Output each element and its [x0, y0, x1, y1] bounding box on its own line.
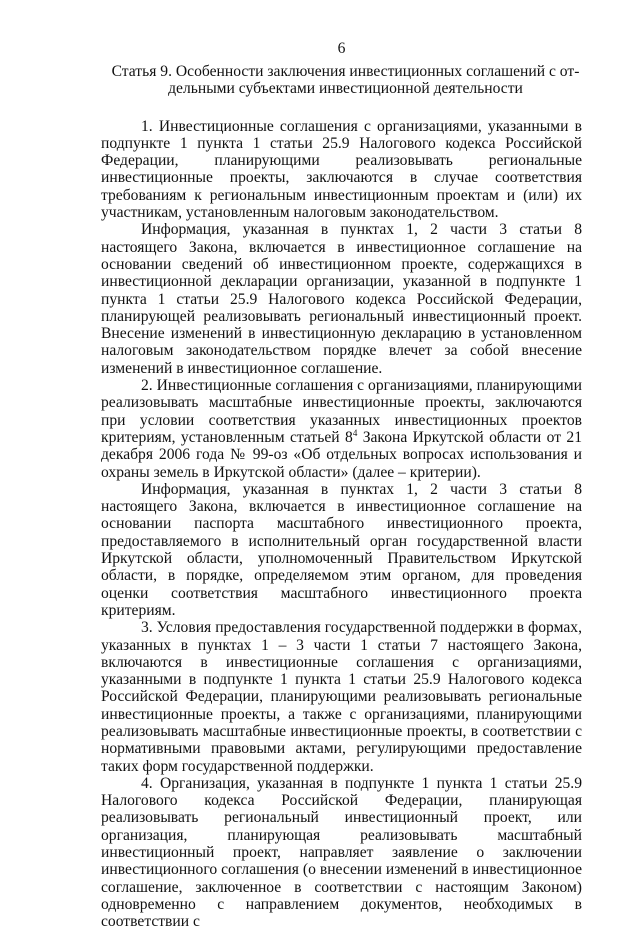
article-title-line-2: дельными субъектами инвестиционной деятельности — [168, 80, 523, 98]
page-number: 6 — [337, 40, 346, 57]
paragraph-2-text: 2. Инвестиционные соглашения с организациями, планирующими реализовывать масштабные инвестиционные проекты, заключаются при условии соответствия указанных инвестиционных проектов критериям, установленным статьей 8 — [101, 377, 582, 446]
paragraph-1: 1. Инвестиционные соглашения с организациями, указанными в подпункте 1 пункта 1 статьи 25.9 Налогового кодекса Российской Федерации, планирующими реализовывать региональные инвестиционные проекты, заключаются в случае соответствия требованиям к региональным инвестиционным проектам и (или) их участникам, установленным налоговым законодательством. — [101, 117, 582, 222]
paragraph-3: 3. Условия предоставления государственной поддержки в формах, указанных в пунктах 1 – 3 части 1 статьи 7 настоящего Закона, включаются в инвестиционные соглашения с организациями, указанными в подпункте 1 пункта 1 статьи 25.9 Налогового кодекса Российской Федерации, планирующими реализовывать региональные инвестиционные проекты, а также с организациями, планирующими реализовывать масштабные инвестиционные проекты, в соответствии с нормативными правовыми актами, регулирующими предоставление таких форм государственной поддержки. — [101, 619, 582, 775]
article-title-line-1: Статья 9. Особенности заключения инвестиционных соглашений с от- — [111, 63, 580, 80]
article-body — [101, 118, 582, 931]
paragraph-1-info: Информация, указанная в пунктах 1, 2 части 3 статьи 8 настоящего Закона, включается в инвестиционное соглашение на основании сведений об инвестиционном проекте, содержащихся в инвестиционной декларации организации, указанной в подпункте 1 пункта 1 статьи 25.9 Налогового кодекса Российской Федерации, планирующей реализовывать региональный инвестиционный проект. Внесение изменений в инвестиционную декларацию в установленном налоговым законодательством порядке влечет за собой внесение изменений в инвестиционное соглашение. — [101, 221, 582, 377]
paragraph-2 — [101, 377, 582, 481]
paragraph-2-text-cont: Закона Иркутской области от 21 декабря 2006 года № 99-оз «Об отдельных вопросах использования и охраны земель в Иркутской области» (далее – критерии). — [101, 428, 582, 481]
paragraph-4: 4. Организация, указанная в подпункте 1 пункта 1 статьи 25.9 Налогового кодекса Российской Федерации, планирующая реализовывать региональный инвестиционный проект, или организация, планирующая реализовывать масштабный инвестиционный проект, направляет заявление о заключении инвестиционного соглашения (о внесении изменений в инвестиционное соглашение, заключенное в соответствии с настоящим Законом) одновременно с направлением документов, необходимых в соответствии с — [101, 774, 582, 931]
article-title — [101, 63, 582, 98]
paragraph-2-info: Информация, указанная в пунктах 1, 2 части 3 статьи 8 настоящего Закона, включается в инвестиционное соглашение на основании паспорта масштабного инвестиционного проекта, предоставляемого в исполнительный орган государственной власти Иркутской области, уполномоченный Правительством Иркутской области, в порядке, определяемом этим органом, для проведения оценки соответствия масштабного инвестиционного проекта критериям. — [101, 480, 582, 619]
superscript: 4 — [352, 427, 358, 438]
